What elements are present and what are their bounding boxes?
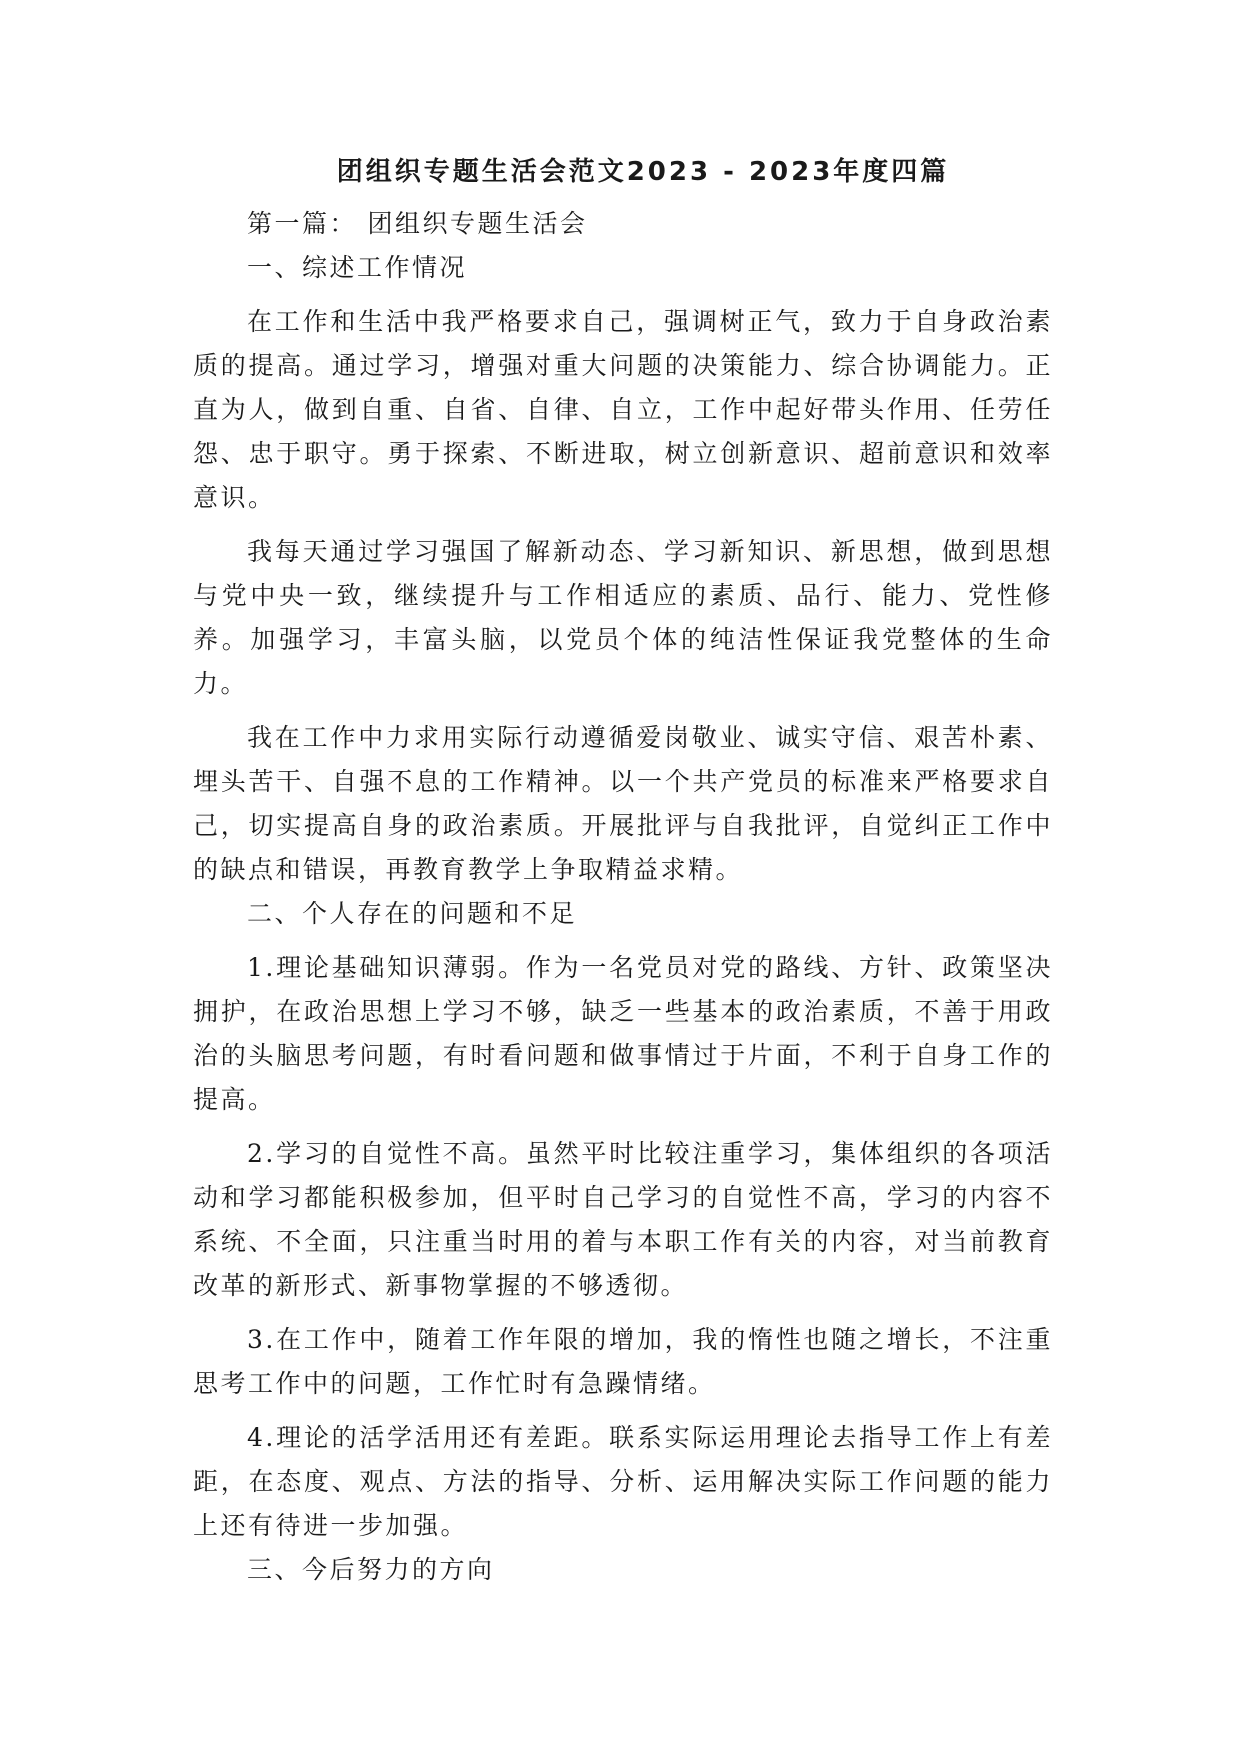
part-label: 第一篇： 团组织专题生活会 bbox=[247, 209, 588, 238]
section-heading-2: 二、个人存在的问题和不足 bbox=[247, 899, 578, 928]
paragraph: 我每天通过学习强国了解新动态、学习新知识、新思想，做到思想与党中央一致，继续提升与工作相适应的素质、品行、能力、党性修养。加强学习，丰富头脑，以党员个体的纯洁性保证我党整体的生命力。 bbox=[193, 537, 1053, 698]
paragraph: 1.理论基础知识薄弱。作为一名党员对党的路线、方针、政策坚决拥护，在政治思想上学习不够，缺乏一些基本的政治素质，不善于用政治的头脑思考问题，有时看问题和做事情过于片面，不利于自身工作的提高。 bbox=[193, 953, 1053, 1114]
paragraph: 2.学习的自觉性不高。虽然平时比较注重学习，集体组织的各项活动和学习都能积极参加，但平时自己学习的自觉性不高，学习的内容不系统、不全面，只注重当时用的着与本职工作有关的内容，对当前教育改革的新形式、新事物掌握的不够透彻。 bbox=[193, 1139, 1053, 1300]
paragraph: 3.在工作中，随着工作年限的增加，我的惰性也随之增长，不注重思考工作中的问题，工作忙时有急躁情绪。 bbox=[193, 1325, 1053, 1398]
section-heading-3: 三、今后努力的方向 bbox=[247, 1555, 495, 1584]
section-heading-1: 一、综述工作情况 bbox=[247, 253, 468, 282]
paragraph: 在工作和生活中我严格要求自己，强调树正气，致力于自身政治素质的提高。通过学习，增强对重大问题的决策能力、综合协调能力。正直为人，做到自重、自省、自律、自立，工作中起好带头作用、任劳任怨、忠于职守。勇于探索、不断进取，树立创新意识、超前意识和效率意识。 bbox=[193, 307, 1053, 512]
paragraph: 4.理论的活学活用还有差距。联系实际运用理论去指导工作上有差距，在态度、观点、方法的指导、分析、运用解决实际工作问题的能力上还有待进一步加强。 bbox=[193, 1423, 1053, 1540]
document-title: 团组织专题生活会范文2023 - 2023年度四篇 bbox=[336, 157, 950, 187]
document-page bbox=[193, 150, 1053, 1592]
paragraph: 我在工作中力求用实际行动遵循爱岗敬业、诚实守信、艰苦朴素、埋头苦干、自强不息的工作精神。以一个共产党员的标准来严格要求自己，切实提高自身的政治素质。开展批评与自我批评，自觉纠正工作中的缺点和错误，再教育教学上争取精益求精。 bbox=[193, 723, 1053, 884]
